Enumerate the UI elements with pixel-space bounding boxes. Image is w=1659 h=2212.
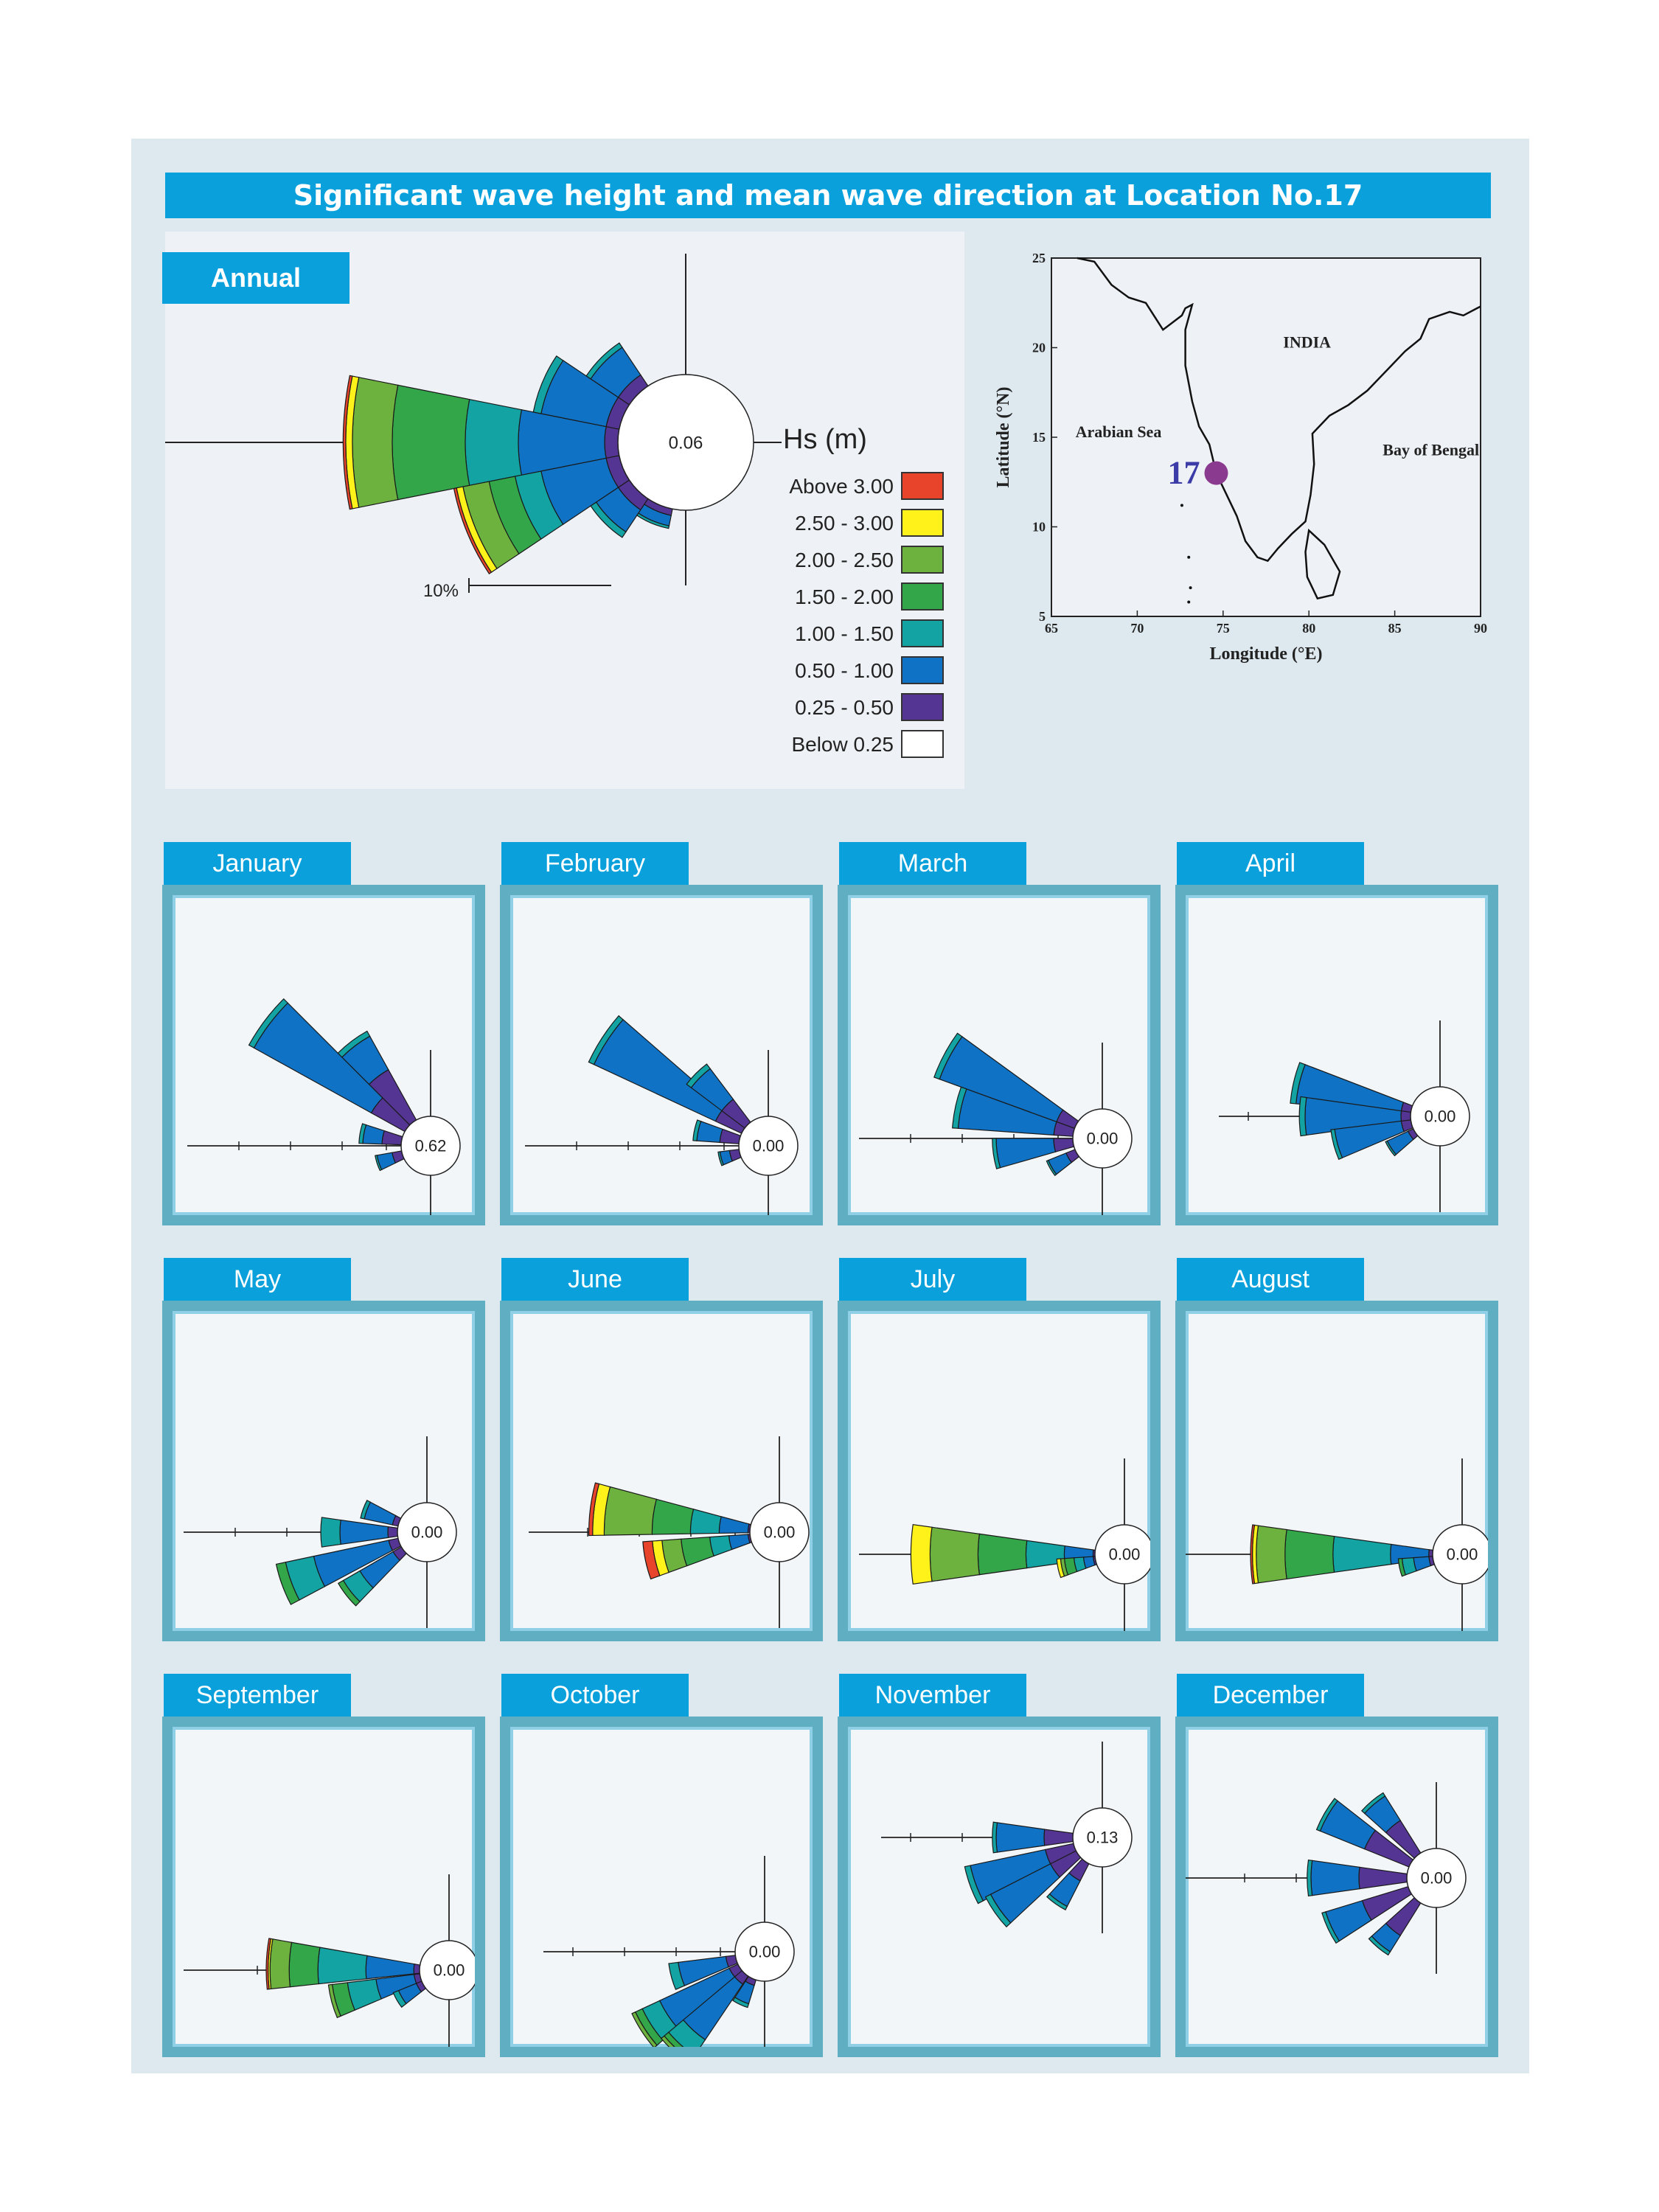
legend-label: 1.50 - 2.00 bbox=[795, 585, 894, 608]
legend-item bbox=[759, 619, 944, 649]
calm-value: 0.00 bbox=[1086, 1129, 1119, 1148]
rose-segment bbox=[1299, 1096, 1307, 1135]
rose-segment bbox=[604, 1487, 656, 1536]
legend-swatch bbox=[901, 656, 944, 684]
month-tab-november: November bbox=[839, 1674, 1026, 1717]
month-tab-september: September bbox=[164, 1674, 351, 1717]
calm-value: 0.00 bbox=[433, 1961, 465, 1980]
rose-segment bbox=[392, 385, 470, 499]
rose-segment bbox=[1285, 1530, 1335, 1579]
rose-segment bbox=[465, 400, 521, 486]
x-tick-label: 85 bbox=[1388, 621, 1402, 636]
month-tab-december: December bbox=[1177, 1674, 1364, 1717]
page-title: Significant wave height and mean wave direction at Location No.17 bbox=[165, 173, 1491, 218]
legend-item bbox=[759, 472, 944, 501]
y-tick-label: 20 bbox=[1032, 340, 1046, 355]
y-tick-label: 10 bbox=[1032, 519, 1046, 535]
calm-value: 0.00 bbox=[1424, 1107, 1456, 1126]
month-rose-chart bbox=[1186, 1727, 1488, 2047]
label-bay-of-bengal: Bay of Bengal bbox=[1382, 440, 1480, 459]
month-rose-chart bbox=[848, 1727, 1150, 2047]
rose-segment bbox=[681, 1537, 714, 1566]
calm-value: 0.62 bbox=[414, 1136, 447, 1155]
month-rose-chart bbox=[848, 1311, 1150, 1631]
rose-segment bbox=[729, 1534, 750, 1549]
month-frame-may bbox=[162, 1301, 485, 1641]
legend-label: 2.00 - 2.50 bbox=[795, 549, 894, 571]
month-rose-chart bbox=[848, 895, 1150, 1215]
legend-swatch bbox=[901, 582, 944, 611]
x-tick-label: 70 bbox=[1130, 621, 1144, 636]
calm-value: 0.00 bbox=[1446, 1545, 1478, 1564]
rose-segment bbox=[1359, 1867, 1407, 1888]
rose-segment bbox=[996, 1823, 1045, 1852]
label-india: INDIA bbox=[1283, 333, 1332, 352]
month-rose-chart bbox=[1186, 1311, 1488, 1631]
month-frame-june bbox=[500, 1301, 823, 1641]
legend-label: 2.50 - 3.00 bbox=[795, 512, 894, 535]
y-tick-label: 25 bbox=[1032, 251, 1046, 265]
legend-label: 0.25 - 0.50 bbox=[795, 696, 894, 719]
calm-value: 0.00 bbox=[411, 1523, 443, 1542]
annual-tab: Annual bbox=[162, 252, 349, 304]
legend-item bbox=[759, 509, 944, 538]
legend-label: 1.00 - 1.50 bbox=[795, 622, 894, 645]
month-rose-chart bbox=[510, 1727, 813, 2047]
rose-segment bbox=[1044, 1829, 1073, 1846]
rose-segment bbox=[318, 1947, 367, 1983]
legend-swatch bbox=[901, 509, 944, 537]
island-dot bbox=[1187, 556, 1190, 559]
x-tick-label: 90 bbox=[1474, 621, 1487, 636]
calm-value: 0.00 bbox=[1108, 1545, 1141, 1564]
calm-value: 0.13 bbox=[1086, 1828, 1119, 1847]
rose-segment bbox=[978, 1534, 1026, 1574]
rose-segment bbox=[992, 1822, 998, 1853]
rose-segment bbox=[388, 1527, 397, 1538]
legend-item bbox=[759, 656, 944, 686]
rose-segment bbox=[1054, 1138, 1074, 1152]
month-tab-june: June bbox=[501, 1258, 689, 1301]
rose-segment bbox=[690, 1509, 721, 1534]
x-axis-label: Longitude (°E) bbox=[1209, 644, 1323, 664]
month-frame-december bbox=[1175, 1717, 1498, 2057]
legend-item bbox=[759, 693, 944, 723]
month-frame-november bbox=[838, 1717, 1161, 2057]
month-frame-october bbox=[500, 1717, 823, 2057]
rose-segment bbox=[930, 1527, 979, 1581]
legend-swatch bbox=[901, 472, 944, 500]
month-frame-april bbox=[1175, 885, 1498, 1225]
month-rose-chart bbox=[173, 895, 475, 1215]
calm-value: 0.00 bbox=[752, 1136, 785, 1155]
island-dot bbox=[1189, 586, 1192, 589]
calm-value: 0.06 bbox=[668, 433, 703, 453]
month-tab-may: May bbox=[164, 1258, 351, 1301]
month-tab-march: March bbox=[839, 842, 1026, 885]
legend-item bbox=[759, 730, 944, 759]
legend-item bbox=[759, 546, 944, 575]
legend-label: 0.50 - 1.00 bbox=[795, 659, 894, 682]
month-tab-february: February bbox=[501, 842, 689, 885]
month-tab-july: July bbox=[839, 1258, 1026, 1301]
rose-segment bbox=[911, 1525, 932, 1585]
month-frame-august bbox=[1175, 1301, 1498, 1641]
y-axis-label: Latitude (°N) bbox=[994, 386, 1013, 488]
legend-swatch bbox=[901, 619, 944, 647]
x-tick-label: 75 bbox=[1216, 621, 1230, 636]
y-tick-label: 15 bbox=[1032, 430, 1046, 445]
x-tick-label: 80 bbox=[1302, 621, 1316, 636]
calm-value: 0.00 bbox=[763, 1523, 796, 1542]
month-rose-chart bbox=[510, 1311, 813, 1631]
legend-title: Hs (m) bbox=[783, 424, 867, 455]
rose-segment bbox=[321, 1517, 341, 1547]
x-tick-label: 65 bbox=[1045, 621, 1058, 636]
rose-segment bbox=[1333, 1537, 1391, 1573]
island-dot bbox=[1187, 601, 1190, 604]
month-frame-march bbox=[838, 885, 1161, 1225]
island-dot bbox=[1180, 504, 1183, 507]
legend-swatch bbox=[901, 546, 944, 574]
label-arabian-sea: Arabian Sea bbox=[1075, 422, 1162, 441]
month-rose-chart bbox=[1186, 895, 1488, 1215]
month-frame-february bbox=[500, 885, 823, 1225]
month-frame-january bbox=[162, 885, 485, 1225]
rose-segment bbox=[652, 1499, 693, 1534]
rose-segment bbox=[605, 427, 619, 459]
legend-swatch bbox=[901, 693, 944, 721]
legend bbox=[759, 472, 944, 774]
month-rose-chart bbox=[173, 1311, 475, 1631]
rose-segment bbox=[382, 1131, 403, 1145]
location-map bbox=[972, 236, 1503, 693]
month-tab-january: January bbox=[164, 842, 351, 885]
calm-value: 0.00 bbox=[748, 1942, 781, 1961]
month-rose-chart bbox=[510, 895, 813, 1215]
rose-segment bbox=[719, 1517, 748, 1534]
y-tick-label: 5 bbox=[1039, 609, 1046, 624]
rose-segment bbox=[270, 1939, 291, 1989]
month-tab-april: April bbox=[1177, 842, 1364, 885]
rose-segment bbox=[352, 378, 398, 507]
month-tab-october: October bbox=[501, 1674, 689, 1717]
legend-label: Above 3.00 bbox=[789, 475, 894, 498]
legend-item bbox=[759, 582, 944, 612]
month-frame-july bbox=[838, 1301, 1161, 1641]
month-tab-august: August bbox=[1177, 1258, 1364, 1301]
rose-segment bbox=[363, 1125, 384, 1144]
rose-segment bbox=[340, 1520, 389, 1545]
legend-label: Below 0.25 bbox=[791, 733, 894, 756]
location-marker bbox=[1204, 462, 1228, 485]
month-frame-september bbox=[162, 1717, 485, 2057]
rose-segment bbox=[1311, 1860, 1360, 1895]
rose-segment bbox=[697, 1121, 723, 1143]
rose-segment bbox=[1413, 1557, 1430, 1571]
location-number: 17 bbox=[1167, 454, 1200, 491]
rose-segment bbox=[289, 1942, 320, 1986]
rose-segment bbox=[1256, 1526, 1287, 1583]
scale-label: 10% bbox=[422, 581, 459, 601]
rose-segment bbox=[996, 1138, 1056, 1168]
month-rose-chart bbox=[173, 1727, 475, 2047]
legend-swatch bbox=[901, 730, 944, 758]
calm-value: 0.00 bbox=[1420, 1868, 1453, 1888]
